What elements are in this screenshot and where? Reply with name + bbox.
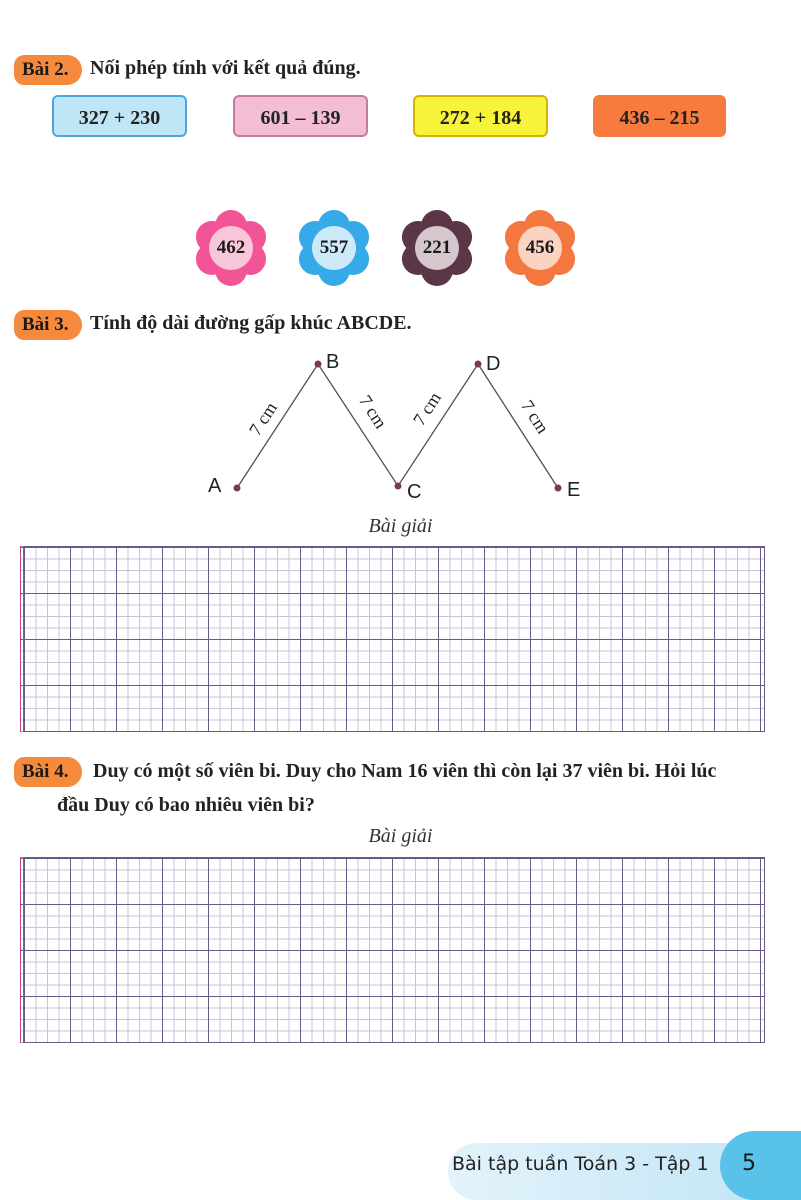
- bai2-title: Nối phép tính với kết quả đúng.: [90, 57, 361, 79]
- point-d: [475, 361, 482, 368]
- bai3-solution-heading: Bài giải: [368, 515, 433, 537]
- footer-book-title: Bài tập tuần Toán 3 - Tập 1: [452, 1153, 709, 1175]
- segment-label-ab: 7 cm: [244, 398, 282, 440]
- segment-label-de: 7 cm: [516, 396, 554, 438]
- flower-result-4[interactable]: [502, 210, 578, 286]
- point-label-e: E: [567, 479, 581, 501]
- point-e: [555, 485, 562, 492]
- zigzag-diagram: [0, 340, 801, 510]
- page-number: 5: [742, 1151, 756, 1176]
- segment-label-bc: 7 cm: [354, 391, 392, 433]
- operation-card-4[interactable]: 436 – 215: [593, 95, 726, 137]
- flower-result-1[interactable]: [193, 210, 269, 286]
- flower-result-label: 221: [422, 237, 452, 258]
- bai2-badge: Bài 2.: [14, 55, 82, 85]
- bai3-answer-grid[interactable]: [20, 546, 765, 732]
- point-label-b: B: [326, 351, 340, 373]
- flower-result-label: 557: [319, 237, 349, 258]
- polyline-abcde: [237, 364, 558, 488]
- flower-result-2[interactable]: [296, 210, 372, 286]
- flower-result-3[interactable]: [399, 210, 475, 286]
- operation-card-2[interactable]: 601 – 139: [233, 95, 368, 137]
- bai4-line1: Duy có một số viên bi. Duy cho Nam 16 viên thì còn lại 37 viên bi. Hỏi lúc: [93, 760, 717, 782]
- bai4-badge: Bài 4.: [14, 757, 82, 787]
- flower-result-label: 456: [525, 237, 555, 258]
- bai3-badge: Bài 3.: [14, 310, 82, 340]
- operation-card-1[interactable]: 327 + 230: [52, 95, 187, 137]
- point-a: [234, 485, 241, 492]
- point-c: [395, 483, 402, 490]
- operation-card-3[interactable]: 272 + 184: [413, 95, 548, 137]
- bai4-answer-grid[interactable]: [20, 857, 765, 1043]
- bai4-line2: đầu Duy có bao nhiêu viên bi?: [57, 794, 315, 816]
- segment-label-cd: 7 cm: [408, 388, 446, 430]
- point-label-a: A: [208, 475, 222, 497]
- page-number-tab: [720, 1131, 801, 1200]
- bai4-solution-heading: Bài giải: [368, 825, 433, 847]
- bai3-title: Tính độ dài đường gấp khúc ABCDE.: [90, 312, 412, 334]
- point-label-c: C: [407, 481, 422, 503]
- point-label-d: D: [486, 353, 501, 375]
- point-b: [315, 361, 322, 368]
- flower-result-label: 462: [216, 237, 246, 258]
